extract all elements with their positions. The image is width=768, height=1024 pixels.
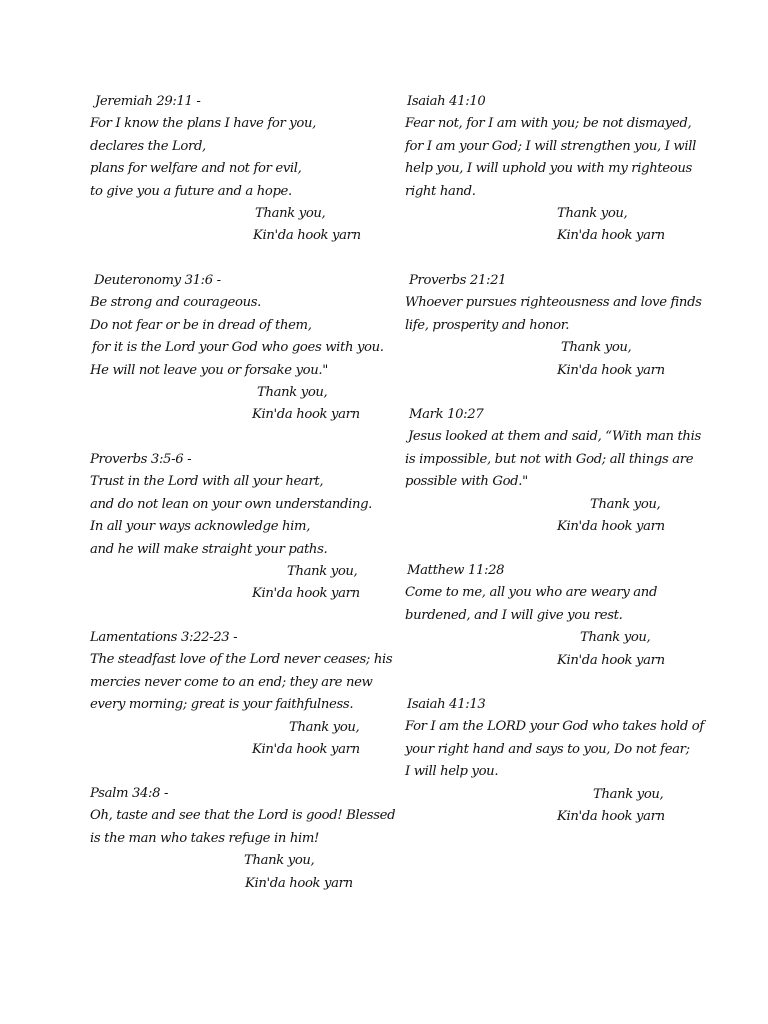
verse-line: The steadfast love of the Lord never ceases; his	[90, 652, 393, 668]
verse-card-deuteronomy	[90, 270, 384, 427]
verse-line: Do not fear or be in dread of them,	[90, 317, 312, 333]
verse-line: burdened, and I will give you rest.	[405, 607, 623, 623]
verse-line: Whoever pursues righteousness and love finds	[405, 295, 702, 311]
verse-card-isaiah-41-13	[405, 694, 704, 828]
thank-you-text: Thank you,	[287, 563, 358, 579]
verse-reference: Isaiah 41:13	[407, 697, 486, 712]
thank-you-text: Thank you,	[593, 786, 664, 802]
verse-line: For I am the LORD your God who takes hold of	[405, 719, 704, 735]
verse-reference: Proverbs 21:21	[409, 273, 507, 288]
signature-text: Kin'da hook yarn	[252, 407, 360, 423]
verse-line: declares the Lord,	[90, 138, 206, 154]
verse-line: to give you a future and a hope.	[90, 183, 292, 199]
signature-text: Kin'da hook yarn	[557, 228, 665, 244]
signature-text: Kin'da hook yarn	[557, 362, 665, 378]
verse-card-psalm	[90, 783, 395, 895]
verse-card-matthew	[405, 560, 665, 672]
verse-line: right hand.	[405, 183, 476, 199]
verse-line: possible with God."	[405, 474, 528, 490]
verse-line: Oh, taste and see that the Lord is good! Blessed	[90, 808, 396, 824]
verse-line: is impossible, but not with God; all things are	[405, 451, 694, 467]
verse-card-proverbs-3	[90, 449, 372, 606]
signature-text: Kin'da hook yarn	[252, 741, 360, 757]
thank-you-text: Thank you,	[561, 340, 632, 356]
thank-you-text: Thank you,	[244, 853, 315, 869]
signature-text: Kin'da hook yarn	[245, 875, 353, 891]
verse-card-proverbs-21	[405, 270, 702, 382]
signature-text: Kin'da hook yarn	[557, 652, 665, 668]
verse-line: Fear not, for I am with you; be not dismayed,	[405, 116, 692, 132]
verse-line: For I know the plans I have for you,	[90, 116, 316, 132]
verse-line: and he will make straight your paths.	[90, 541, 328, 557]
verse-reference: Isaiah 41:10	[407, 94, 486, 109]
thank-you-text: Thank you,	[557, 205, 628, 221]
verse-reference: Matthew 11:28	[407, 563, 505, 578]
verse-line: life, prosperity and honor.	[405, 317, 570, 333]
verse-line: help you, I will uphold you with my righteous	[405, 161, 692, 177]
verse-reference: Deuteronomy 31:6 -	[94, 273, 221, 288]
verse-line: is the man who takes refuge in him!	[90, 830, 319, 846]
verse-reference: Proverbs 3:5-6 -	[90, 452, 192, 467]
verse-line: Jesus looked at them and said, “With man this	[408, 429, 701, 445]
verse-card-mark	[405, 404, 701, 538]
verse-line: Be strong and courageous.	[90, 295, 261, 311]
verse-card-jeremiah	[90, 91, 361, 248]
verse-line: and do not lean on your own understanding.	[90, 496, 373, 512]
verse-reference: Psalm 34:8 -	[90, 786, 169, 801]
verse-line: Come to me, all you who are weary and	[405, 585, 658, 601]
thank-you-text: Thank you,	[257, 384, 328, 400]
signature-text: Kin'da hook yarn	[557, 518, 665, 534]
verse-reference: Lamentations 3:22-23 -	[90, 630, 238, 645]
thank-you-text: Thank you,	[580, 630, 651, 646]
verse-line: He will not leave you or forsake you."	[90, 362, 328, 378]
verse-line: plans for welfare and not for evil,	[90, 161, 302, 177]
signature-text: Kin'da hook yarn	[253, 228, 361, 244]
verse-line: Trust in the Lord with all your heart,	[90, 474, 324, 490]
thank-you-text: Thank you,	[255, 205, 326, 221]
verse-reference: Mark 10:27	[409, 407, 484, 422]
verse-card-lamentations	[90, 627, 392, 761]
verse-line: for I am your God; I will strengthen you, I will	[405, 138, 696, 154]
verse-line: your right hand and says to you, Do not fear;	[405, 741, 690, 757]
verse-line: for it is the Lord your God who goes with you.	[92, 340, 384, 356]
verse-reference: Jeremiah 29:11 -	[95, 94, 201, 109]
signature-text: Kin'da hook yarn	[252, 586, 360, 602]
thank-you-text: Thank you,	[590, 496, 661, 512]
verse-line: In all your ways acknowledge him,	[90, 519, 311, 535]
verse-card-isaiah-41-10	[405, 91, 696, 248]
verse-line: every morning; great is your faithfulness.	[90, 697, 354, 713]
verse-line: I will help you.	[405, 764, 499, 780]
signature-text: Kin'da hook yarn	[557, 808, 665, 824]
thank-you-text: Thank you,	[289, 719, 360, 735]
verse-line: mercies never come to an end; they are new	[90, 674, 373, 690]
